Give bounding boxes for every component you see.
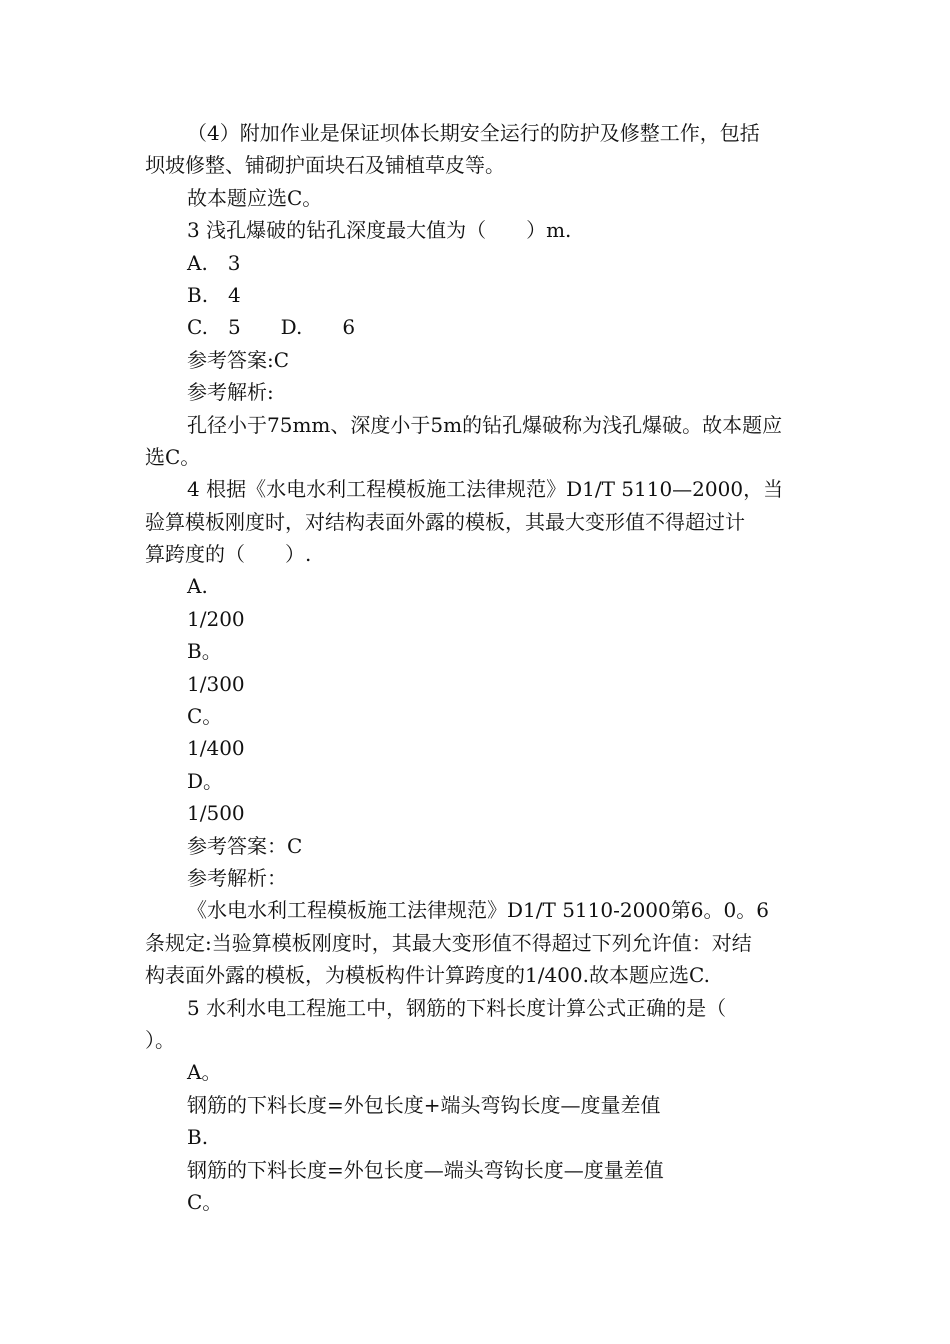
text-line: B.: [187, 1125, 209, 1150]
text-line: C。: [187, 704, 223, 729]
text-line: A.: [187, 574, 208, 599]
text-line: A。: [187, 1060, 222, 1085]
text-line: 构表面外露的模板，为模板构件计算跨度的1/400.故本题应选C.: [145, 963, 710, 988]
text-line: 验算模板刚度时，对结构表面外露的模板，其最大变形值不得超过计: [145, 509, 745, 534]
text-line: 条规定:当验算模板刚度时，其最大变形值不得超过下列允许值：对结: [145, 930, 752, 955]
text-line: 《水电水利工程模板施工法律规范》D1/T 5110-2000第6。0。6: [187, 898, 769, 923]
text-line: 参考解析：: [187, 865, 287, 890]
text-line: （4）附加作业是保证坝体长期安全运行的防护及修整工作，包括: [187, 121, 760, 145]
document-body: [145, 117, 810, 1218]
text-line: 1/400: [187, 736, 245, 761]
text-line: 1/300: [187, 671, 245, 696]
text-line: B. 4: [187, 282, 241, 307]
text-line: 孔径小于75mm、深度小于5m的钻孔爆破称为浅孔爆破。故本题应: [187, 412, 783, 437]
text-line: 算跨度的（ ）.: [145, 542, 312, 567]
text-line: 参考解析:: [187, 380, 274, 405]
text-line: C. 5 D. 6: [187, 315, 356, 340]
text-line: ）。: [145, 1027, 175, 1052]
text-line: 坝坡修整、铺砌护面块石及铺植草皮等。: [145, 153, 505, 178]
text-line: D。: [187, 768, 224, 793]
text-line: 故本题应选C。: [187, 185, 323, 210]
text-line: 参考答案：C: [187, 833, 303, 858]
text-line: C。: [187, 1189, 223, 1214]
text-line: A. 3: [187, 250, 241, 275]
text-line: 钢筋的下料长度=外包长度+端头弯钩长度—度量差值: [187, 1092, 661, 1117]
text-line: 钢筋的下料长度=外包长度—端头弯钩长度—度量差值: [187, 1157, 664, 1182]
text-line: B。: [187, 639, 222, 664]
text-line: 5 水利水电工程施工中，钢筋的下料长度计算公式正确的是（: [187, 995, 727, 1020]
text-line: 1/500: [187, 801, 245, 826]
text-line: 参考答案:C: [187, 347, 290, 372]
text-line: 1/200: [187, 606, 245, 631]
text-line: 3 浅孔爆破的钻孔深度最大值为（ ）m.: [187, 218, 572, 243]
text-line: 4 根据《水电水利工程模板施工法律规范》D1/T 5110—2000，当: [187, 477, 784, 502]
text-line: 选C。: [145, 444, 201, 469]
